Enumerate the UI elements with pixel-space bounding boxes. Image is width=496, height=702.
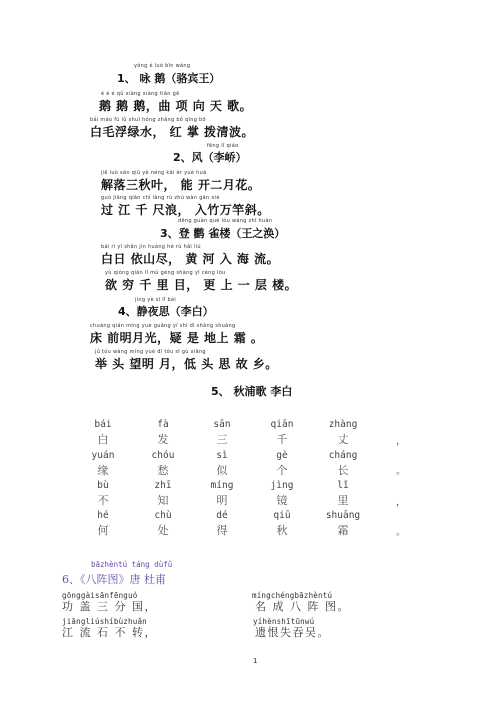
- poem6-line1-left-pinyin: gōnggàisānfēnguó: [62, 591, 138, 600]
- poem4-line1-pinyin: chuáng qián míng yuè guāng yí shì dì shàng shuāng: [90, 323, 236, 329]
- poem5-pinyin: fà: [157, 419, 169, 430]
- poem3-line1: 白日 依山尽， 黄 河 入 海 流。: [101, 252, 280, 266]
- poem6-line2-right: 遗恨失吞吴。: [255, 626, 330, 639]
- poem5-char: 千: [276, 433, 288, 446]
- poem5-title: 5、 秋浦歌 李白: [211, 385, 293, 398]
- poem5-char: 发: [157, 433, 169, 446]
- poem5-char: 丈: [337, 433, 349, 446]
- poem4-title-pinyin: jìng yè sī lǐ bái: [135, 297, 177, 303]
- poem5-pinyin: qiū: [273, 510, 291, 521]
- poem5-char: 个: [276, 464, 288, 477]
- poem1-line1-pinyin: é é é qǔ xiàng xiàng tiān gē: [101, 91, 180, 97]
- poem2-line2-pinyin: guò jiāng qiān chǐ làng rù zhú wàn gān xié: [101, 195, 220, 201]
- poem5-char: 愁: [157, 464, 169, 477]
- poem3-title: 3、登 鹳 雀楼（王之涣）: [160, 227, 286, 240]
- poem5-pinyin: míng: [210, 480, 234, 491]
- poem5-char: 长: [337, 464, 349, 477]
- poem1-title-pinyin: yǒng é luò bīn wáng: [134, 63, 191, 69]
- poem5-pinyin: gè: [276, 450, 288, 461]
- poem5-pinyin: yuán: [91, 450, 115, 461]
- poem4-title: 4、静夜思（李白）: [118, 305, 214, 318]
- poem5-pinyin: hé: [97, 510, 109, 521]
- poem6-line1-right-pinyin: míngchéngbāzhèntú: [252, 591, 333, 600]
- poem5-char: 霜: [337, 524, 349, 537]
- poem6-title: 6、《八阵图》唐 杜甫: [62, 573, 166, 586]
- poem3-line2: 欲 穷 千 里 目， 更 上 一 层 楼。: [105, 278, 298, 292]
- poem2-line1-pinyin: jiě luò sān qiū yè néng kāi èr yuè huā: [101, 170, 207, 176]
- poem5-char: 缘: [97, 464, 109, 477]
- poem2-title-pinyin: fēng lǐ qiáo: [207, 143, 239, 149]
- poem5-pinyin: chù: [154, 510, 172, 521]
- poem5-punct: ，: [396, 497, 406, 508]
- poem1-line2: 白毛浮绿水， 红 掌 拨清波。: [90, 125, 255, 139]
- poem5-pinyin: zhī: [154, 480, 172, 491]
- poem6-title-pinyin: bāzhèntú táng dùfǔ: [91, 560, 173, 569]
- poem5-pinyin: zhàng: [328, 419, 358, 430]
- poem6-line1-right: 名 成 八 阵 图。: [255, 600, 350, 613]
- poem5-char: 镜: [276, 494, 288, 507]
- poem1-line1: 鹅 鹅 鹅，曲 项 向 天 歌。: [99, 99, 253, 113]
- poem5-char: 明: [216, 494, 228, 507]
- poem5-punct: ，: [396, 436, 406, 447]
- poem2-line1: 解落三秋叶， 能 开二月花。: [101, 178, 261, 192]
- poem5-pinyin: chóu: [151, 450, 175, 461]
- poem5-char: 得: [216, 524, 228, 537]
- poem5-pinyin: jìng: [270, 480, 294, 491]
- poem3-line1-pinyin: bái rì yī shān jìn huáng hé rù hǎi liú: [101, 244, 201, 250]
- poem4-line2-pinyin: jǔ tóu wàng míng yuè dī tóu sī gù xiāng: [95, 349, 206, 355]
- poem1-line2-pinyin: bái máo fú lǜ shuǐ hóng zhǎng bō qīng bō: [90, 117, 206, 123]
- poem2-line2: 过 江 千 尺浪， 入竹万竿斜。: [101, 203, 270, 217]
- poem1-title: 1、 咏 鹅（骆宾王）: [117, 72, 221, 85]
- poem5-char: 不: [97, 494, 109, 507]
- poem5-pinyin: shuāng: [325, 510, 361, 521]
- poem5-pinyin: sì: [216, 450, 228, 461]
- poem5-char: 似: [216, 464, 228, 477]
- poem6-line2-right-pinyin: yíhènshītūnwú: [253, 617, 315, 626]
- poem3-title-pinyin: dēng guàn què lóu wáng zhī huàn: [178, 218, 273, 224]
- poem5-pinyin: cháng: [328, 450, 358, 461]
- poem6-line1-left: 功 盖 三 分 国，: [62, 600, 157, 613]
- poem5-pinyin: bù: [97, 480, 109, 491]
- poem5-punct: 。: [396, 527, 406, 538]
- poem5-pinyin: qiān: [270, 419, 294, 430]
- poem5-pinyin: bái: [94, 419, 112, 430]
- poem5-pinyin: dé: [216, 510, 228, 521]
- poem3-line2-pinyin: yù qióng qiān lǐ mù gèng shàng yī céng lóu: [105, 270, 226, 276]
- poem5-pinyin: lǐ: [337, 480, 349, 491]
- poem4-line1: 床 前明月光，疑 是 地上 霜 。: [90, 331, 264, 345]
- poem6-line2-left: 江 流 石 不 转，: [62, 626, 157, 639]
- poem4-line2: 举 头 望明 月，低 头 思 故 乡。: [95, 357, 278, 371]
- poem5-char: 知: [157, 494, 169, 507]
- poem5-punct: 。: [396, 466, 406, 477]
- poem2-title: 2、风（李峤）: [173, 151, 247, 164]
- poem5-char: 里: [337, 494, 349, 507]
- poem5-char: 三: [216, 433, 228, 446]
- poem5-char: 处: [157, 524, 169, 537]
- poem5-char: 秋: [276, 524, 288, 537]
- poem5-pinyin: sān: [213, 419, 231, 430]
- poem5-char: 白: [97, 433, 109, 446]
- poem5-char: 何: [97, 524, 109, 537]
- poem6-line2-left-pinyin: jiāngliúshíbùzhuǎn: [62, 617, 147, 626]
- page-number: 1: [253, 657, 258, 665]
